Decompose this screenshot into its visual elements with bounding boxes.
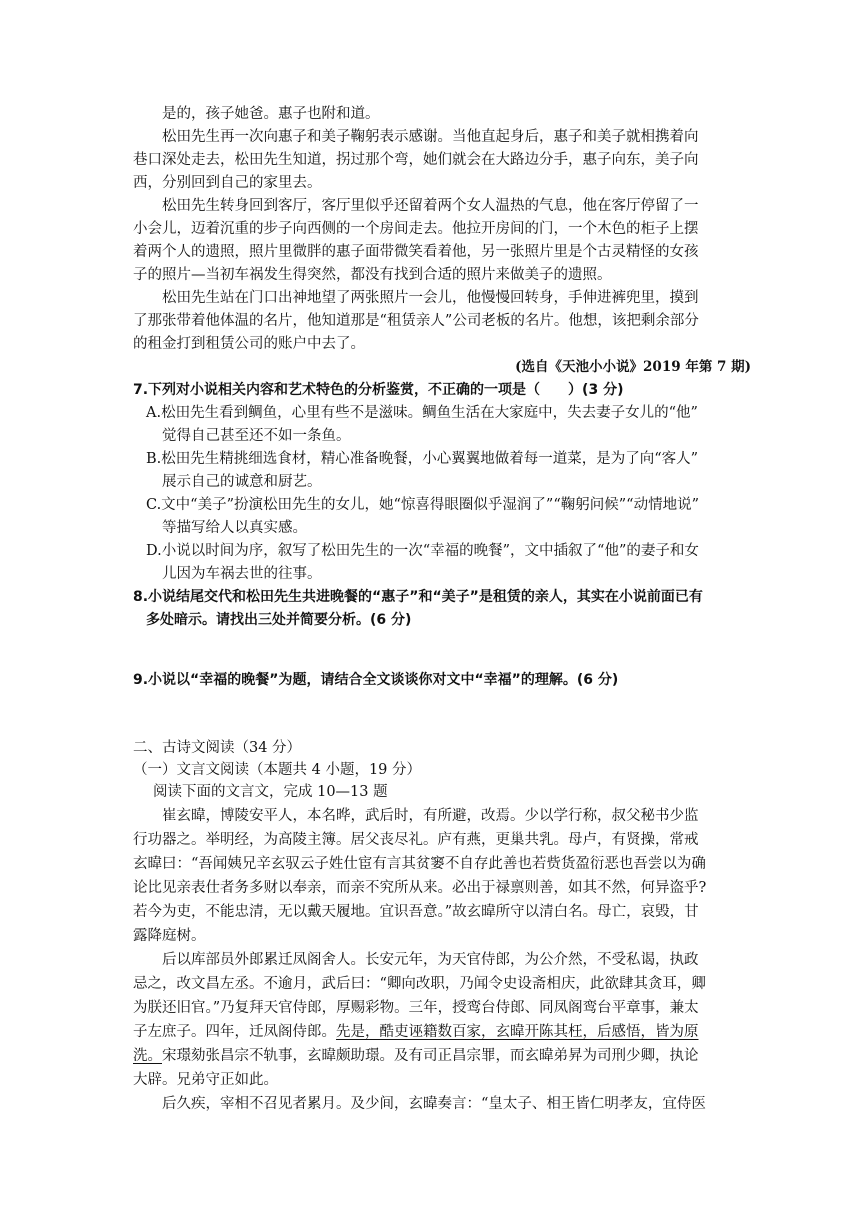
option-b: B.松田先生精挑细选食材，精心准备晚餐，小心翼翼地做着每一道菜，是为了向“客人”	[146, 451, 699, 467]
story-line: 松田先生转身回到客厅，客厅里似乎还留着两个女人温热的气息，他在客厅停留了一	[162, 198, 699, 214]
option-a: A.松田先生看到鲷鱼，心里有些不是滋味。鲷鱼生活在大家庭中，失去妻子女儿的“他”	[146, 405, 698, 421]
option-d: D.小说以时间为序，叙写了松田先生的一次“幸福的晚餐”，文中插叙了“他”的妻子和女	[146, 543, 699, 559]
classical-line	[133, 1022, 699, 1042]
story-line: 是的，孩子她爸。惠子也附和道。	[162, 106, 380, 122]
classical-line: 为朕还旧官。”乃复拜天官侍郎，厚赐彩物。三年，授鸾台侍郎、同凤阁鸾台平章事，兼太	[133, 1000, 699, 1016]
classical-line: 露降庭树。	[133, 928, 206, 944]
story-line: 巷口深处走去，松田先生知道，拐过那个弯，她们就会在大路边分手，惠子向东，美子向	[133, 152, 699, 168]
underlined-sentence-end: 洗。	[133, 1048, 162, 1064]
option-c: C.文中“美子”扮演松田先生的女儿，她“惊喜得眼圈似乎湿润了”“鞠躬问候”“动情地说”	[146, 497, 699, 513]
option-b-cont: 展示自己的诚意和厨艺。	[162, 474, 322, 490]
instruction: 阅读下面的文言文，完成 10—13 题	[153, 784, 388, 800]
classical-text: 子左庶子。四年，迁凤阁侍郎。	[133, 1024, 336, 1040]
classical-line: 后以库部员外郎累迁凤阁舍人。长安元年，为天官侍郎，为公介然，不受私谒，执政	[162, 952, 699, 968]
section-title: 二、古诗文阅读（34 分）	[133, 740, 302, 756]
classical-line: 若今为吏，不能忠清，无以戴天履地。宜识吾意。”故玄暐所守以清白名。母亡，哀毁，甘	[133, 904, 699, 920]
classical-line: 行功器之。举明经，为高陵主簿。居父丧尽礼。庐有燕，更巢共乳。母卢，有贤操，常戒	[133, 832, 699, 848]
story-line: 着两个人的遗照，照片里微胖的惠子面带微笑看着他，另一张照片里是个古灵精怪的女孩	[133, 244, 699, 260]
question-7-stem: 7.下列对小说相关内容和艺术特色的分析鉴赏，不正确的一项是（ ）(3 分)	[133, 382, 624, 398]
classical-line: 大辟。兄弟守正如此。	[133, 1072, 278, 1088]
option-d-cont: 儿因为车祸去世的往事。	[162, 566, 322, 582]
classical-text: 宋璟劾张昌宗不轨事，玄暐颇助璟。及有司正昌宗罪，而玄暐弟昇为司刑少卿，执论	[162, 1048, 699, 1064]
question-8: 8.小说结尾交代和松田先生共进晚餐的“惠子”和“美子”是租赁的亲人，其实在小说前面已有	[133, 589, 703, 605]
classical-line: 忌之，改文昌左丞。不逾月，武后曰：“卿向改职，乃闻令史设斋相庆，此欲肆其贪耳，卿	[133, 976, 706, 992]
option-c-cont: 等描写给人以真实感。	[162, 520, 307, 536]
story-line: 松田先生站在门口出神地望了两张照片一会儿，他慢慢回转身，手伸进裤兜里，摸到	[162, 290, 699, 306]
question-9: 9.小说以“幸福的晚餐”为题，请结合全文谈谈你对文中“幸福”的理解。(6 分)	[133, 672, 619, 688]
classical-line: 论比见亲表仕者务多财以奉亲，而亲不究所从来。必出于禄禀则善，如其不然，何异盗乎?	[133, 880, 707, 896]
story-line: 松田先生再一次向惠子和美子鞠躬表示感谢。当他直起身后，惠子和美子就相携着向	[162, 129, 699, 145]
classical-line: 玄暐曰：“吾闻姨兄辛玄驭云子姓仕宦有言其贫窭不自存此善也若赀货盈衍恶也吾尝以为确	[133, 856, 706, 872]
subsection-title: （一）文言文阅读（本题共 4 小题，19 分）	[133, 762, 422, 778]
story-line: 西，分别回到自己的家里去。	[133, 175, 322, 191]
story-line: 了那张带着他体温的名片，他知道那是“租赁亲人”公司老板的名片。他想，该把剩余部分	[133, 313, 699, 329]
classical-line: 后久疾，宰相不召见者累月。及少间，玄暐奏言：“皇太子、相王皆仁明孝友，宜侍医	[162, 1096, 706, 1112]
question-8-cont: 多处暗示。请找出三处并简要分析。(6 分)	[146, 612, 412, 628]
source-citation: (选自《天池小小说》2019 年第 7 期)	[515, 359, 751, 375]
story-line: 子的照片—当初车祸发生得突然，都没有找到合适的照片来做美子的遗照。	[133, 267, 612, 283]
classical-line: 崔玄暐，博陵安平人，本名晔，武后时，有所避，改焉。少以学行称，叔父秘书少监	[162, 808, 699, 824]
classical-line	[133, 1046, 699, 1066]
story-line: 的租金打到租赁公司的账户中去了。	[133, 336, 365, 352]
story-line: 小会儿，迈着沉重的步子向西侧的一个房间走去。他拉开房间的门，一个木色的柜子上摆	[133, 221, 699, 237]
underlined-sentence: 先是，酷吏诬籍数百家，玄暐开陈其枉，后感悟，皆为原	[336, 1024, 699, 1040]
option-a-cont: 觉得自己甚至还不如一条鱼。	[162, 428, 351, 444]
